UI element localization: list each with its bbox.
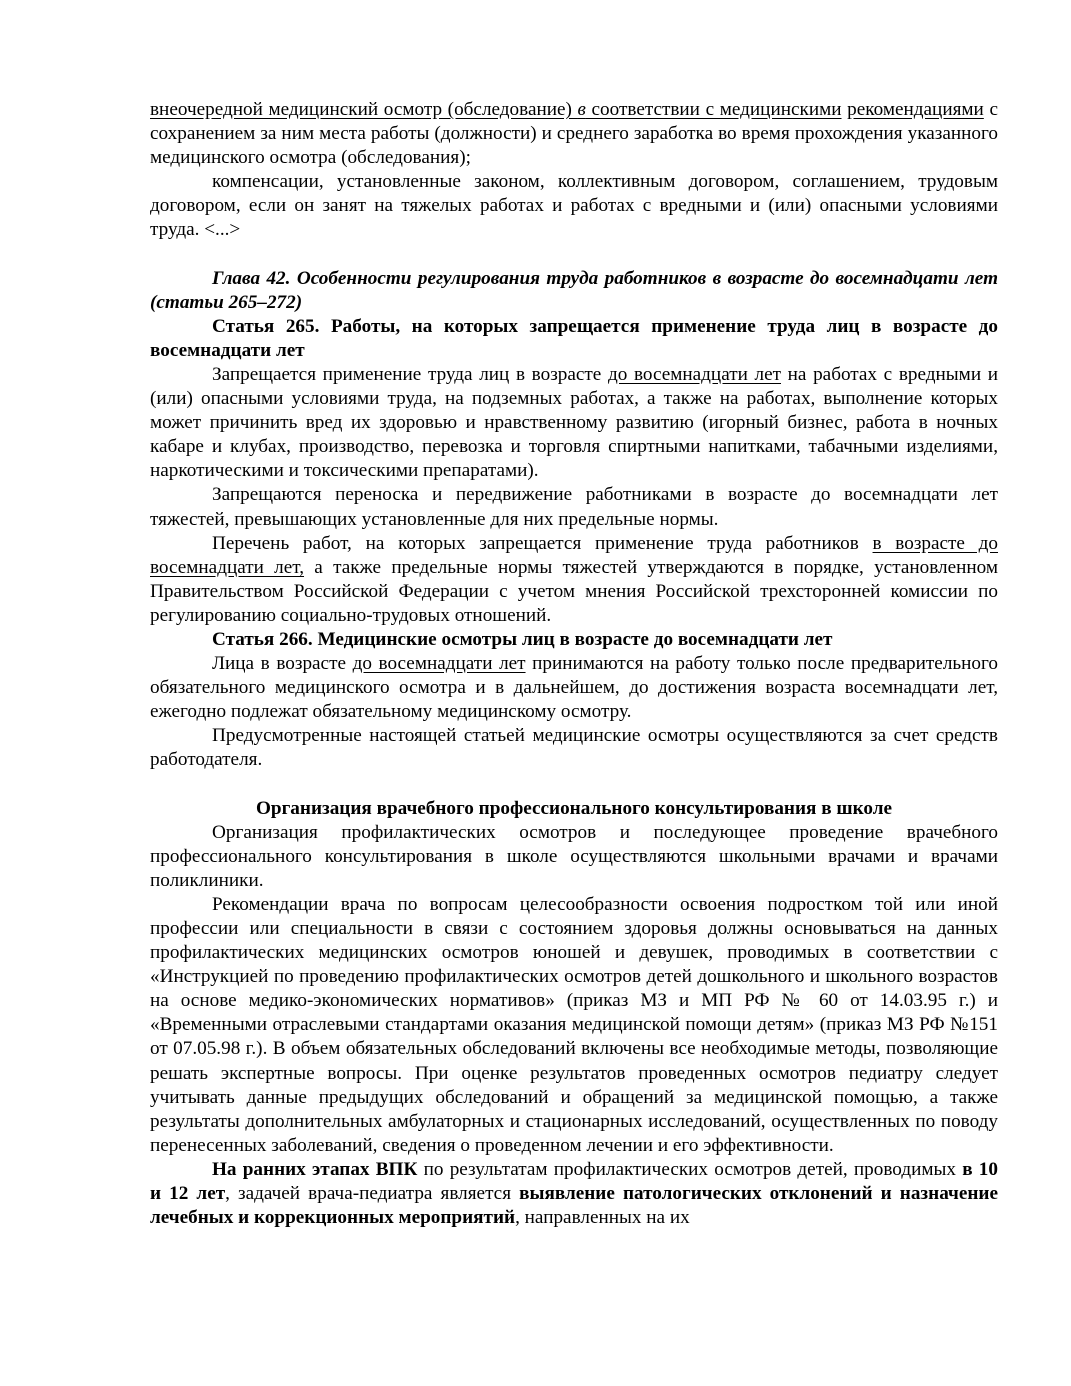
paragraph-medical-exam: внеочередной медицинский осмотр (обследование) в соответствии с медицинскими рекомендациями с сохранением за ним места работы (должности) и среднего заработка во время прохождения указанного медицинского осмотра (обследования);: [150, 99, 998, 169]
section-paragraph-1: Организация профилактических осмотров и последующее проведение врачебного профессионального консультирования в школе осуществляются школьными врачами и врачами поликлиники.: [150, 821, 998, 891]
chapter-42-title: Глава 42. Особенности регулирования труда работников в возрасте до восемнадцати лет (статьи 265–272): [150, 267, 998, 313]
article-265-title: Статья 265. Работы, на которых запрещается применение труда лиц в возрасте до восемнадцати лет: [150, 315, 998, 361]
article-265-paragraph-1: Запрещается применение труда лиц в возрасте до восемнадцати лет на работах с вредными и (или) опасными условиями труда, на подземных работах, а также на работах, выполнение которых может причинить вред их здоровью и нравственному развитию (игорный бизнес, работа в ночных кабаре и клубах, производство, перевозка и торговля спиртными напитками, табачными изделиями, наркотическими и токсическими препаратами).: [150, 363, 999, 482]
article-266-paragraph-1: Лица в возрасте до восемнадцати лет принимаются на работу только после предварительного обязательного медицинского осмотра и в дальнейшем, до достижения возраста восемнадцати лет, ежегодно подлежат обязательному медицинскому осмотру.: [150, 653, 998, 723]
underlined-text: рекомендациями: [847, 99, 984, 120]
document-page: [150, 98, 998, 1230]
underlined-text: внеочередной медицинский осмотр (обследование) в соответствии с медицинскими: [150, 99, 842, 120]
article-266-title: Статья 266. Медицинские осмотры лиц в возрасте до восемнадцати лет: [212, 628, 833, 650]
section-paragraph-3: На ранних этапах ВПК по результатам профилактических осмотров детей, проводимых в 10 и 12 лет, задачей врача-педиатра является выявление патологических отклонений и назначение лечебных и коррекционных мероприятий, направленных на их: [150, 1158, 998, 1229]
underlined-text: до восемнадцати лет: [352, 653, 526, 675]
article-266-paragraph-2: Предусмотренные настоящей статьей медицинские осмотры осуществляются за счет средств работодателя.: [150, 725, 998, 771]
article-265-paragraph-2: Запрещаются переноска и передвижение работниками в возрасте до восемнадцати лет тяжестей, превышающих установленные для них предельные нормы.: [150, 484, 998, 530]
underlined-text: до восемнадцати лет: [607, 363, 781, 385]
spacer: [150, 773, 998, 797]
paragraph-compensation: компенсации, установленные законом, коллективным договором, соглашением, трудовым договором, если он занят на тяжелых работах и работах с вредными и (или) опасными условиями труда. <...>: [150, 171, 998, 241]
section-title: Организация врачебного профессионального консультирования в школе: [255, 797, 892, 819]
underlined-text: в возрасте до восемнадцати лет,: [150, 532, 999, 578]
spacer: [150, 243, 998, 267]
section-paragraph-2: Рекомендации врача по вопросам целесообразности освоения подростком той или иной профессии или специальности в связи с состоянием здоровья должны основываться на данных профилактических медицинских осмотров юношей и девушек, проводимых в соответствии с «Инструкцией по проведению профилактических осмотров детей дошкольного и школьного возрастов на основе медико-экономических нормативов» (приказ МЗ и МП РФ № 60 от 14.03.95 г.) и «Временными отраслевыми стандартами оказания медицинской помощи детям» (приказ МЗ РФ №151 от 07.05.98 г.). В объем обязательных обследований включены все необходимые методы, позволяющие решать экспертные вопросы. При оценке результатов проведенных осмотров педиатру следует учитывать данные предыдущих обследований и обращений за медицинской помощью, а также результаты дополнительных амбулаторных и стационарных исследований, осуществленных по поводу перенесенных заболеваний, сведения о проведенном лечении и его эффективности.: [150, 893, 998, 1156]
article-265-paragraph-3: Перечень работ, на которых запрещается применение труда работников в возрасте до восемнадцати лет, а также предельные нормы тяжестей утверждаются в порядке, установленном Правительством Российской Федерации с учетом мнения Российской трехсторонней комиссии по регулированию социально-трудовых отношений.: [150, 532, 999, 626]
